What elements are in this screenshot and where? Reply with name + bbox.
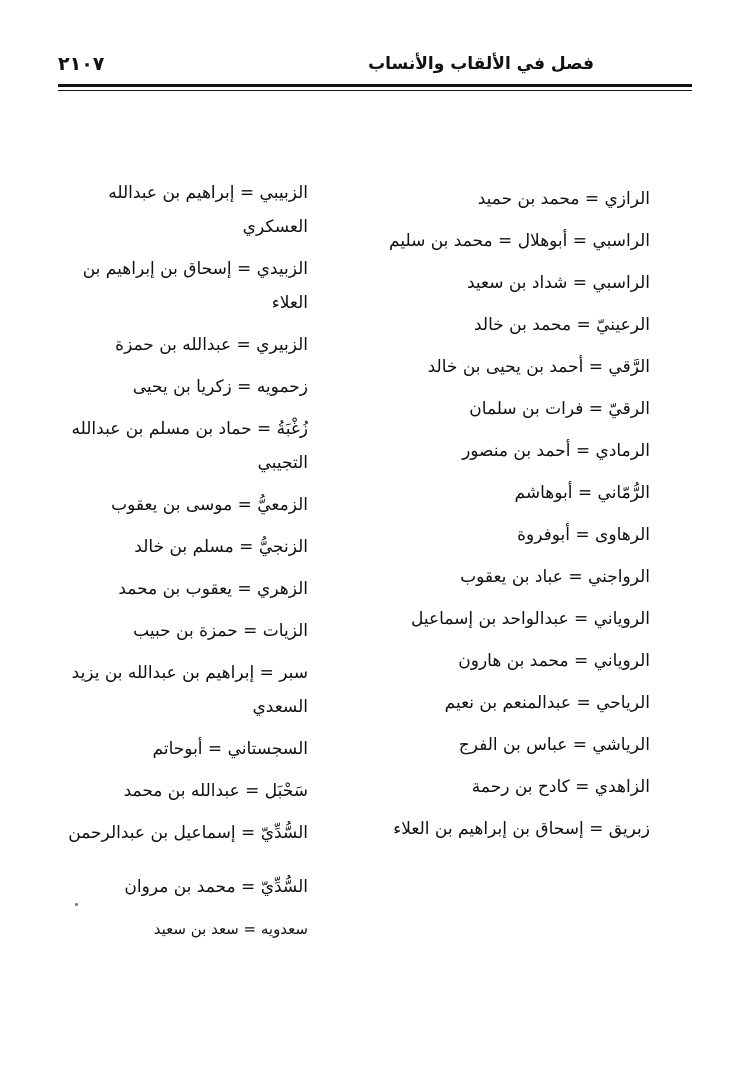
entry: الزيات = حمزة بن حبيب: [133, 621, 308, 641]
entry: الرياحي = عبدالمنعم بن نعيم: [444, 693, 650, 713]
entry: الزبيري = عبدالله بن حمزة: [115, 335, 308, 355]
entry: سعدويه = سعد بن سعيد: [153, 920, 308, 938]
entry: الزنجيُّ = مسلم بن خالد: [134, 537, 308, 557]
entry: الروياني = محمد بن هارون: [458, 651, 650, 671]
left-column: [48, 176, 308, 954]
entry: السجستاني = أبوحاتم: [152, 739, 308, 759]
entry: الرمادي = أحمد بن منصور: [462, 441, 650, 461]
page-number: ٢١٠٧: [58, 53, 105, 75]
entry: الرهاوى = أبوفروة: [517, 525, 650, 545]
entry: الروياني = عبدالواحد بن إسماعيل: [411, 609, 650, 629]
entry: الزهري = يعقوب بن محمد: [118, 579, 308, 599]
entry: السُّدِّيّ = إسماعيل بن عبدالرحمن: [68, 823, 308, 843]
entry: الراسبي = شداد بن سعيد: [466, 273, 650, 293]
header-rule-thin: [58, 90, 692, 91]
entry: الرعينيّ = محمد بن خالد: [473, 315, 650, 335]
entry: الرواجني = عباد بن يعقوب: [460, 567, 650, 587]
entry: زبريق = إسحاق بن إبراهيم بن العلاء: [393, 819, 650, 839]
entry: الراسبي = أبوهلال = محمد بن سليم: [389, 231, 650, 251]
entry: الرقيّ = فرات بن سلمان: [469, 399, 650, 419]
entry: الزاهدي = كادح بن رحمة: [471, 777, 650, 797]
print-speck: [75, 903, 78, 906]
entry: الرياشي = عباس بن الفرج: [458, 735, 650, 755]
entry: زحمويه = زكريا بن يحيى: [132, 377, 308, 397]
entry: الزبيبي = إبراهيم بن عبدالله العسكري: [108, 183, 308, 237]
entry: سَحْبَل = عبدالله بن محمد: [123, 781, 308, 801]
entry: الرَّقي = أحمد بن يحيى بن خالد: [427, 357, 650, 377]
entry: الرُّمّاني = أبوهاشم: [514, 483, 650, 503]
entry: الرازي = محمد بن حميد: [477, 189, 650, 209]
page-header: [58, 50, 692, 82]
entry: سبر = إبراهيم بن عبدالله بن يزيد السعدي: [71, 663, 308, 717]
header-rule-thick: [58, 84, 692, 87]
entry: زُغْبَةُ = حماد بن مسلم بن عبدالله التجيبي: [71, 419, 308, 473]
entry: السُّدِّيّ = محمد بن مروان: [124, 877, 308, 897]
right-column: [382, 182, 650, 854]
entry: الزبيدي = إسحاق بن إبراهيم بن العلاء: [82, 259, 308, 313]
running-header-title: فصل في الألقاب والأنساب: [368, 54, 594, 74]
entry: الزمعيُّ = موسى بن يعقوب: [111, 495, 308, 515]
